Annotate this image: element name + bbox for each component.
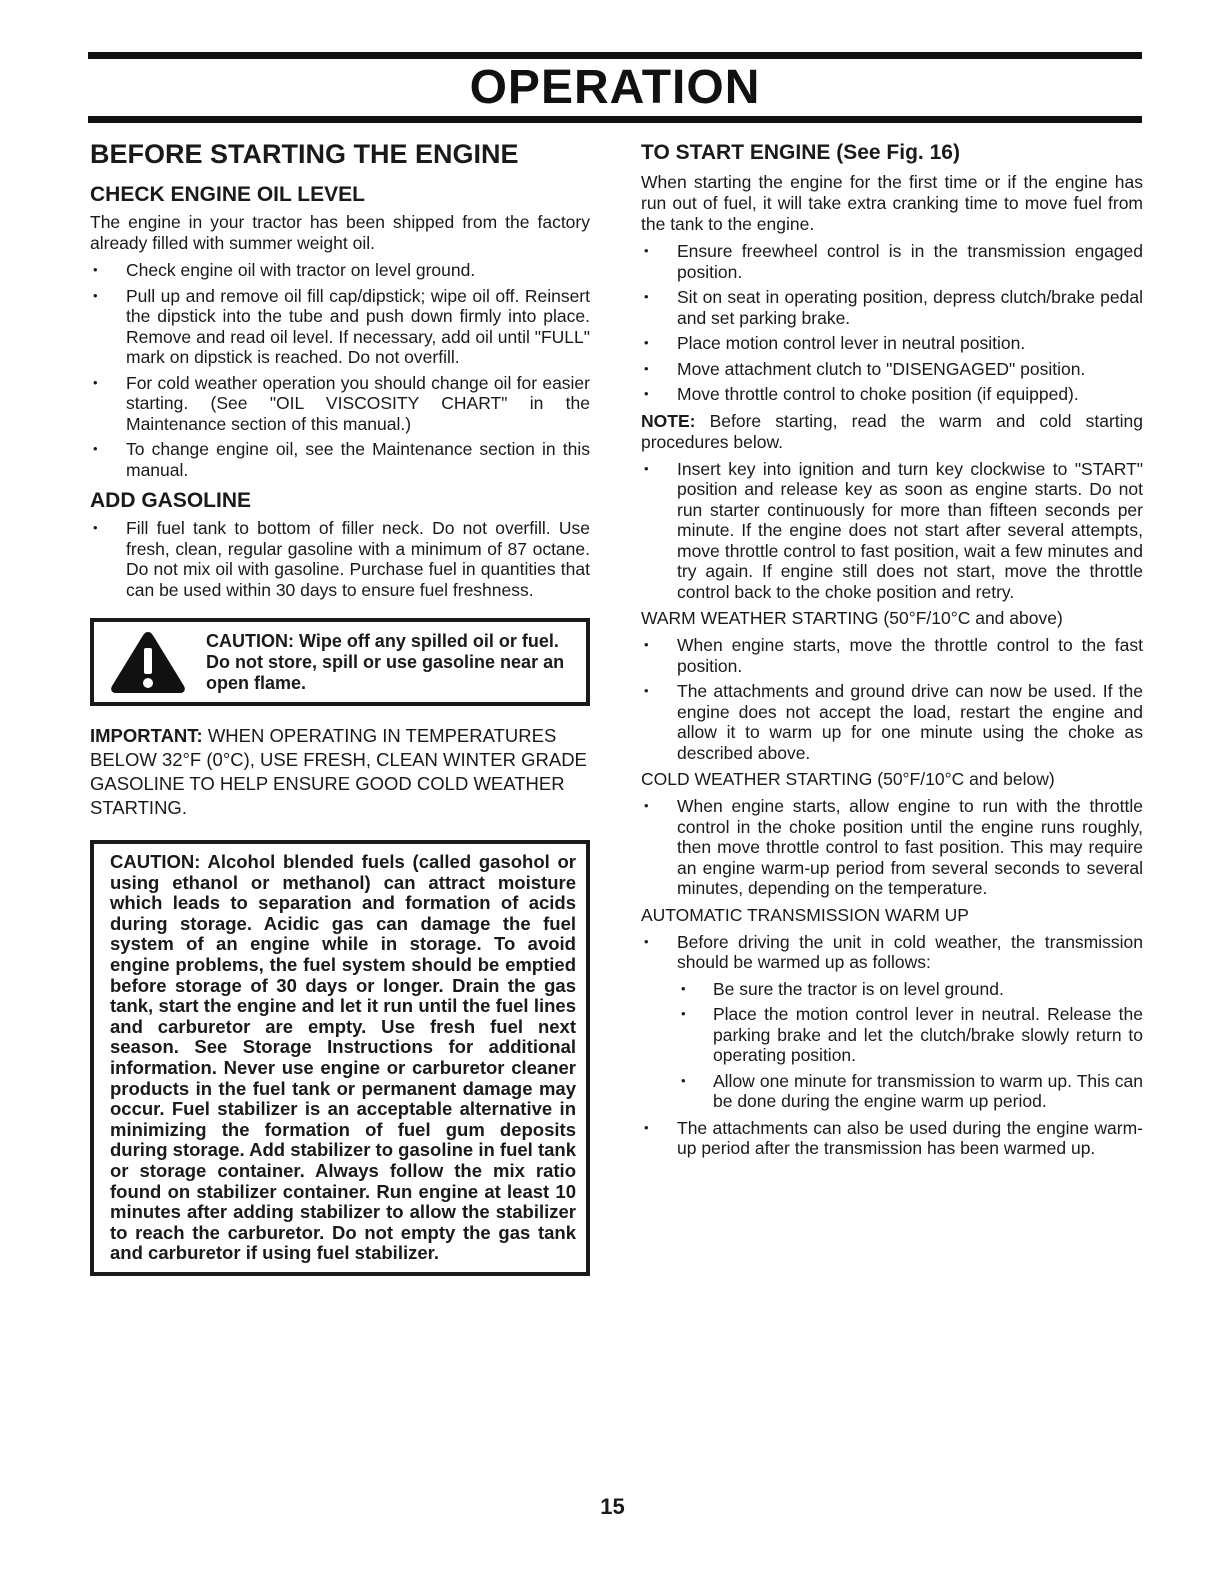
warm-weather-title: WARM WEATHER STARTING (50°F/10°C and above) <box>641 608 1063 628</box>
oil-list <box>90 260 590 480</box>
list-item: • Before driving the unit in cold weather, the transmission should be warmed up as follows: <box>641 932 1143 973</box>
important-text: WHEN OPERATING IN TEMPERATURES BELOW 32°F (0°C), USE FRESH, CLEAN WINTER GRADE GASOLINE TO HELP ENSURE GOOD COLD WEATHER STARTING. <box>90 725 587 818</box>
list-item: • When engine starts, allow engine to run with the throttle control in the choke position until the engine runs roughly, then move throttle control to fast position. This may require an engine warm-up period from several seconds to several minutes, depending on the temperature. <box>641 796 1143 899</box>
list-item: • Fill fuel tank to bottom of filler neck. Do not overfill. Use fresh, clean, regular gasoline with a minimum of 87 octane. Do not mix oil with gasoline. Purchase fuel in quantities that can be used within 30 days to ensure fuel freshness. <box>90 518 590 600</box>
page-number: 15 <box>600 1494 625 1519</box>
oil-intro: The engine in your tractor has been shipped from the factory already filled with summer weight oil. <box>90 212 590 253</box>
page-title: OPERATION <box>469 61 761 114</box>
section-heading-before-starting: BEFORE STARTING THE ENGINE <box>90 139 519 169</box>
list-item: • Check engine oil with tractor on level ground. <box>90 260 590 281</box>
list-item: • Allow one minute for transmission to warm up. This can be done during the engine warm up period. <box>641 1071 1143 1112</box>
list-item: • When engine starts, move the throttle control to the fast position. <box>641 635 1143 676</box>
cold-list <box>641 796 1143 899</box>
list-item: • The attachments and ground drive can now be used. If the engine does not accept the load, restart the engine and allow it to warm up for one minute using the choke as described above. <box>641 681 1143 763</box>
header-rule-bottom <box>88 116 1142 123</box>
list-item: • Move attachment clutch to "DISENGAGED" position. <box>641 359 1143 380</box>
header-rule-top <box>88 52 1142 59</box>
list-item: • Insert key into ignition and turn key clockwise to "START" position and release key as soon as engine starts. Do not run starter continuously for more than fifteen seconds per minute. If the engine does not start after several attempts, move throttle control to fast position, wait a few minutes and try again. If engine still does not start, move the throttle control back to the choke position and retry. <box>641 459 1143 603</box>
important-note <box>90 724 590 820</box>
auto-transmission-title: AUTOMATIC TRANSMISSION WARM UP <box>641 904 969 925</box>
subheading-start-engine: TO START ENGINE (See Fig. 16) <box>641 141 960 164</box>
list-item: • Move throttle control to choke position (if equipped). <box>641 384 1143 405</box>
start-list <box>641 241 1143 405</box>
list-item: • Pull up and remove oil fill cap/dipstick; wipe oil off. Reinsert the dipstick into the tube and push down firmly into place. Remove and read oil level. If necessary, add oil until "FULL" mark on dipstick is reached. Do not overfill. <box>90 286 590 368</box>
key-list <box>641 459 1143 603</box>
right-column <box>641 138 1143 1165</box>
caution-box-spill <box>90 618 590 706</box>
warm-list <box>641 635 1143 763</box>
note-label: NOTE: <box>641 410 696 431</box>
list-item: • The attachments can also be used during the engine warm-up period after the transmission has been warmed up. <box>641 1118 1143 1159</box>
important-label: IMPORTANT: <box>90 725 203 746</box>
subheading-check-oil: CHECK ENGINE OIL LEVEL <box>90 183 365 206</box>
warning-triangle-icon <box>110 630 186 694</box>
start-intro: When starting the engine for the first time or if the engine has run out of fuel, it will take extra cranking time to move fuel from the tank to the engine. <box>641 172 1143 234</box>
list-item: • Be sure the tractor is on level ground. <box>641 979 1143 1000</box>
list-item: • Ensure freewheel control is in the transmission engaged position. <box>641 241 1143 282</box>
note-text: Before starting, read the warm and cold starting procedures below. <box>641 410 1143 452</box>
list-item: • Sit on seat in operating position, depress clutch/brake pedal and set parking brake. <box>641 287 1143 328</box>
subheading-add-gasoline: ADD GASOLINE <box>90 489 252 512</box>
start-note <box>641 411 1143 453</box>
list-item: • Place the motion control lever in neutral. Release the parking brake and let the clutch/brake slowly return to operating position. <box>641 1004 1143 1066</box>
auto-list-end <box>641 1118 1143 1159</box>
auto-sub-list <box>641 979 1143 1112</box>
caution-text-spill: CAUTION: Wipe off any spilled oil or fuel. Do not store, spill or use gasoline near an open flame. <box>206 630 565 693</box>
left-column <box>90 138 590 1276</box>
list-item: • For cold weather operation you should change oil for easier starting. (See "OIL VISCOSITY CHART" in the Maintenance section of this manual.) <box>90 373 590 435</box>
cold-weather-title: COLD WEATHER STARTING (50°F/10°C and below) <box>641 769 1055 789</box>
caution-box-alcohol-fuels: CAUTION: Alcohol blended fuels (called gasohol or using ethanol or methanol) can attract moisture which leads to separation and formation of acids during storage. Acidic gas can damage the fuel system of an engine while in storage. To avoid engine problems, the fuel system should be emptied before storage of 30 days or longer. Drain the gas tank, start the engine and let it run until the fuel lines and carburetor are empty. Use fresh fuel next season. See Storage Instructions for additional information. Never use engine or carburetor cleaner products in the fuel tank or permanent damage may occur. Fuel stabilizer is an acceptable alternative in minimizing the formation of fuel gum deposits during storage. Add stabilizer to gasoline in fuel tank or storage container. Always follow the mix ratio found on stabilizer container. Run engine at least 10 minutes after adding stabilizer to allow the stabilizer to reach the carburetor. Do not empty the gas tank and carburetor if using fuel stabilizer. <box>90 840 590 1276</box>
list-item: • To change engine oil, see the Maintenance section in this manual. <box>90 439 590 480</box>
list-item: • Place motion control lever in neutral position. <box>641 333 1143 354</box>
auto-list <box>641 932 1143 973</box>
gas-list <box>90 518 590 600</box>
